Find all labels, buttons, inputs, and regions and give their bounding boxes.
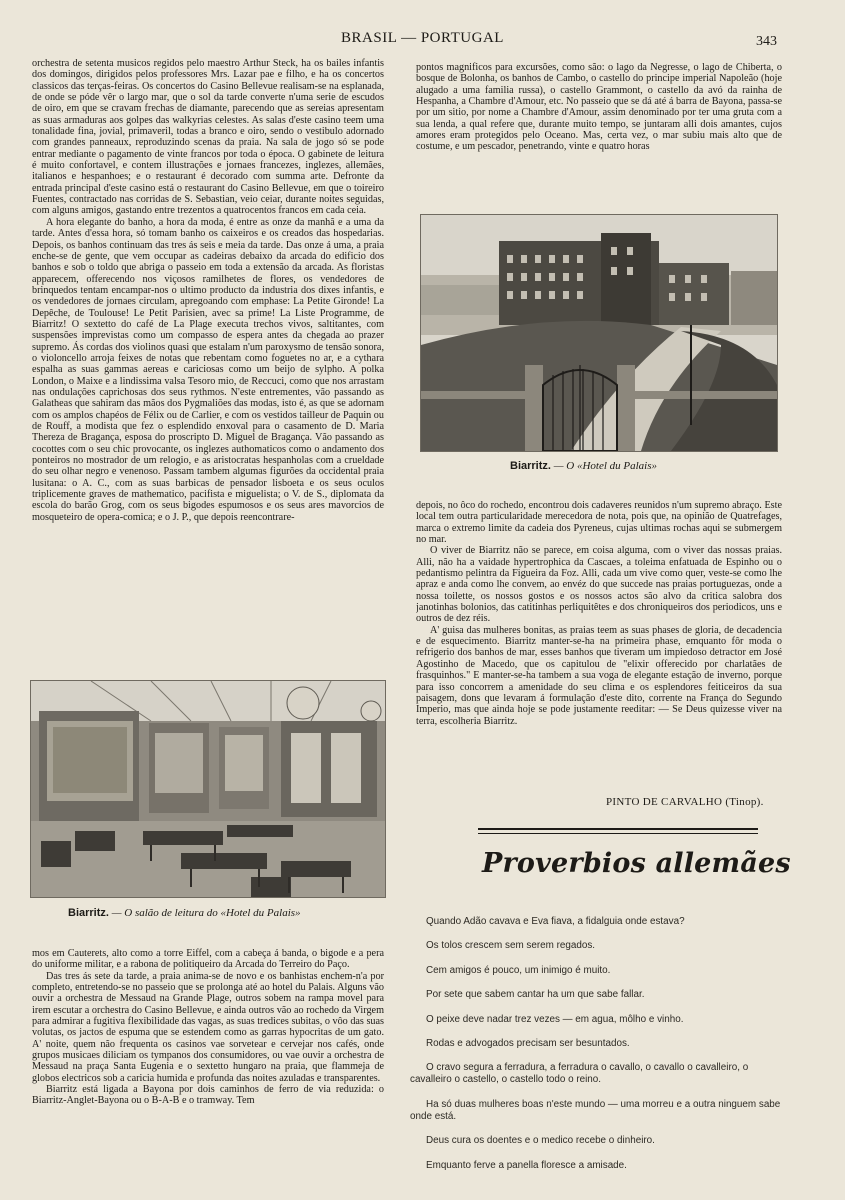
- salon-caption: [68, 907, 301, 919]
- proverb: Os tolos crescem sem serem regados.: [426, 940, 596, 952]
- paragraph: pontos magnificos para excursões, como são: o lago da Negresse, o lago de Chiberta, o bosque de Bolonha, os banhos de Cambo, o castello do principe imperial Napoleão (hoje alugado a uma familia russa), o castello Grammont, o castello da avó da rainha de Hespanha, a Chambre d'Amour, etc. No passeio que se dá até á barra de Bayona, passa-se por um sitio, por nome a Chambre d'Amour, assim denominado por ter uma gruta com a sua lenda, a qual refere que, durante muito tempo, se juntaram alli dois amantes, cujos amores eram protegidos pelo Oceano. Mas, certa vez, o mar subiu mais alto que de costume, e um pescador, penetrando, vinte e quatro horas: [416, 62, 782, 153]
- left-column-top: [32, 58, 384, 672]
- proverbs-title: Proverbios allemães: [482, 848, 791, 879]
- right-column-middle: [416, 500, 782, 780]
- caption-place: Biarritz.: [510, 460, 551, 472]
- left-column-bottom: [32, 948, 384, 1172]
- divider-thin: [478, 833, 758, 834]
- paragraph: O viver de Biarritz não se parece, em coisa alguma, com o viver das nossas praias. Alli, não ha a vaidade hypertrophica da Cascaes, a toleima enfatuada de Espinho ou o pedantismo pelintra da Figueira da Foz. Alli, cada um vive como quer, veste-se como lhe apraz e anda como lhe convem, ao envéz do que succede nas praias portuguezas, onde a nossa toilette, os nossos gostos e os nossos actos são alvo da critica salobra dos janotinhas bolonios, das catitinhas perliquitêtes e dos chroniqueiros dos periodicos, uns e outros de dez réis.: [416, 545, 782, 625]
- hotel-photo: [420, 214, 778, 452]
- caption-text: — O «Hotel du Palais»: [553, 460, 657, 472]
- running-title: BRASIL — PORTUGAL: [341, 30, 504, 46]
- proverb: Cem amigos é pouco, um inimigo é muito.: [426, 964, 611, 976]
- author-signature: PINTO DE CARVALHO (Tinop).: [606, 796, 764, 808]
- proverb: Rodas e advogados precisam ser besuntados.: [426, 1037, 630, 1049]
- proverb: Deus cura os doentes e o medico recebe o dinheiro.: [426, 1135, 655, 1147]
- reading-room-illustration: [31, 681, 385, 897]
- hotel-illustration: [421, 215, 777, 451]
- right-column-top: [416, 62, 782, 184]
- paragraph: mos em Cauterets, alto como a torre Eiffel, com a cabeça á banda, o bigode e a pera do uniforme militar, e a rabona de politiqueiro da Arcada do Terreiro do Paço.: [32, 948, 384, 971]
- paragraph: Das tres ás sete da tarde, a praia anima-se de novo e os banhistas enchem-n'a por completo, entretendo-se no passeio que se prolonga até ao hotel du Palais. Alguns vão ouvir a orchestra de Messaud na Grande Plage, outros sobem na rampa movel para irem escutar a orchestra do Casino Bellevue, e ainda outros vão ao rochedo da Virgem para admirar a fugitiva flexibilidade das vagas, as suas tredices subitas, o vôo das suas volutas, os jactos de espuma que se estendem como as garras hypocritas de um gato. A' noite, quem não frequenta os casinos vae sorvetear e cervejar nos cafés, onde grupos musicaes diliciam os tympanos dos consumidores, ou vae ouvir a orchestra de Messaud na praça Santa Eugenia e o sextetto hungaro na praia, que flammeja de globos electricos sob a caricia humida e profunda das noites azuladas e transparentes.: [32, 970, 384, 1084]
- proverb: O peixe deve nadar trez vezes — em agua, môlho e vinho.: [426, 1013, 684, 1025]
- proverb: Emquanto ferve a panella floresce a amisade.: [426, 1159, 627, 1171]
- proverbs-list: [410, 916, 790, 1184]
- hotel-caption: [510, 460, 657, 472]
- proverb: O cravo segura a ferradura, a ferradura o cavallo, o cavallo o cavalleiro, o cavalleiro o castello, o castello todo o reino.: [410, 1062, 749, 1086]
- paragraph: A hora elegante do banho, a hora da moda, é entre as onze da manhã e a uma da tarde. Antes d'essa hora, só tomam banho os caixeiros e os creados das hospedarias. Depois, os banhos continuam das tres ás seis e meia da tarde. Das onze á uma, a praia enche-se de gente, que vem occupar as cadeiras debaixo da arcada do edificio dos banhos e sob o toldo que abriga o passeio em toda a extensão da arcada. As floristas apparecem, offerecendo nos viçosos ramilhetes de flores, os vendedores de brinquedos tentam encampar-nos o ultimo producto da industria dos dixes infantis, e os vendedores de jornaes circulam, apregoando com emphase: La Petite Gironde! La Depêche, de Toulouse! Le Petit Parisien, avec sa prime! La Liste Programme, de Biarritz! O sextetto do café de La Plage executa trechos vivos, saltitantes, com suspensões imprevistas como um compasso de espera antes da chegada ao prazer supremo. Ás cordas dos violinos quasi que estalam n'um paroxysmo de tensão sonora, o violoncello arroja feixes de notas que rebentam como foguetes no ar, e a cythara espalha as suas gammas aereas e cariciosas como um beijo de sylpho. A polka London, o Maixe e a lindissima valsa Tesoro mio, de Reccuci, como que nos arrastam nas ondulações caprichosas dos seus rythmos. N'este entrementes, vão passando as Galatheas que sahiram das mãos dos Pygmaliões das modas, isto é, as que se adornam com os amplos chapéos de Félix ou de Carlier, e com os vestidos tailleur de Paquin ou de Rouff, a modista que fez o esplendido enxoval para o casamento de D. Maria Thereza de Bragança, esposa do proscripto D. Miguel de Bragança. Vão passando as cocottes com o seu chic provocante, os inglezes authomaticos como o andamento dos ponteiros no mostrador de um relogio, e as aristocratas hespanholas com a crueldade do seu olhar negro e venenoso. Passam tambem algumas figurões da occidental praia lusitana: o A. C., com as suas barbicas de pensador lisboeta e os seus oculos triplicemente graves de mathematico, pacifista e miguelista; o V. de S., diplomata da escola do barão Grog, com os seus bigodes espumosos e os seus ares mavorcios de mosqueteiro de opera-comica; e o J. P., que depois reencontrare-: [32, 216, 384, 523]
- proverb: Quando Adão cavava e Eva fiava, a fidalguia onde estava?: [426, 916, 685, 927]
- paragraph: depois, no ôco do rochedo, encontrou dois cadaveres reunidos n'um supremo abraço. Este local tem outra particularidade merecedora de nota, pois que, na opinião de Quatrefages, marca o extremo limite da cadeia dos Pyreneus, cujas ultimas rochas aqui se submergem no mar.: [416, 500, 782, 546]
- divider-thick: [478, 828, 758, 830]
- paragraph: A' guisa das mulheres bonitas, as praias teem as suas phases de gloria, de decadencia e de esquecimento. Biarritz manter-se-ha na primeira phase, emquanto fôr moda o refrigerio dos banhos de mar, esses banhos que tiveram um impiedoso detractor em José Agostinho de Macedo, que os capitulou de "elixir offerecido por charlatães de frasquinhos." E manter-se-ha tambem a sua voga de elegante estação de inverno, porque para isso concorrem a amenidade do seu clima e os esplendores feiticeiros da sua paisagem, dons que levaram á formulação d'este dito, corrente na França do Segundo Imperio, mas que ainda hoje se pode justamente reeditar: — Se Deus quizesse viver na terra, escolheria Biarritz.: [416, 624, 782, 727]
- page-number: 343: [756, 34, 777, 49]
- proverb: Por sete que sabem cantar ha um que sabe fallar.: [426, 989, 645, 1001]
- paragraph: Biarritz está ligada a Bayona por dois caminhos de ferro de via reduzida: o Biarritz-Anglet-Bayona ou o B-A-B e o tramway. Tem: [32, 1084, 384, 1107]
- caption-place: Biarritz.: [68, 907, 109, 919]
- caption-text: — O salão de leitura do «Hotel du Palais»: [111, 907, 301, 919]
- paragraph: orchestra de setenta musicos regidos pelo maestro Arthur Steck, ha os bailes infantis dos domingos, dirigidos pelos professores Mrs. Lazar pae e filho, e ha os concertos classicos das terças-feiras. Os concertos do Casino Bellevue realisam-se na esplanada, de onde se póde vêr o largo mar, que o sol da tarde converte n'uma serie de escudos de oiro, em que se cravam frechas de diamante, parecendo que as sereias apresentam as suas armaduras aos golpes das walkyrias celestes. As salas d'este casino teem uma tonalidade fina, jovial, primaveril, todas a branco e oiro, sendo o vestibulo adornado com grandes panneaux, reproduzindo scenas da praia. Na sala de jogo só se pode entrar mediante o pagamento de vinte francos por toda o época. O gabinete de leitura é muito confortavel, e contem illustrações e jornaes francezes, inglezes, allemães, italianos e hespanhoes; e o restaurant é decorado com summa arte. Defronte da entrada principal d'este casino está o restaurant do Casino Bellevue, em que o toireiro Fuentes, contractado nas corridas de S. Sebastian, veio ceiar, durante noites seguidas, com alguns amigos, gastando entre trezentos a quatrocentos francos em cada ceia.: [32, 58, 384, 217]
- proverb: Ha só duas mulheres boas n'este mundo — uma morreu e a outra ninguem sabe onde está.: [410, 1098, 781, 1122]
- salon-photo: [30, 680, 386, 898]
